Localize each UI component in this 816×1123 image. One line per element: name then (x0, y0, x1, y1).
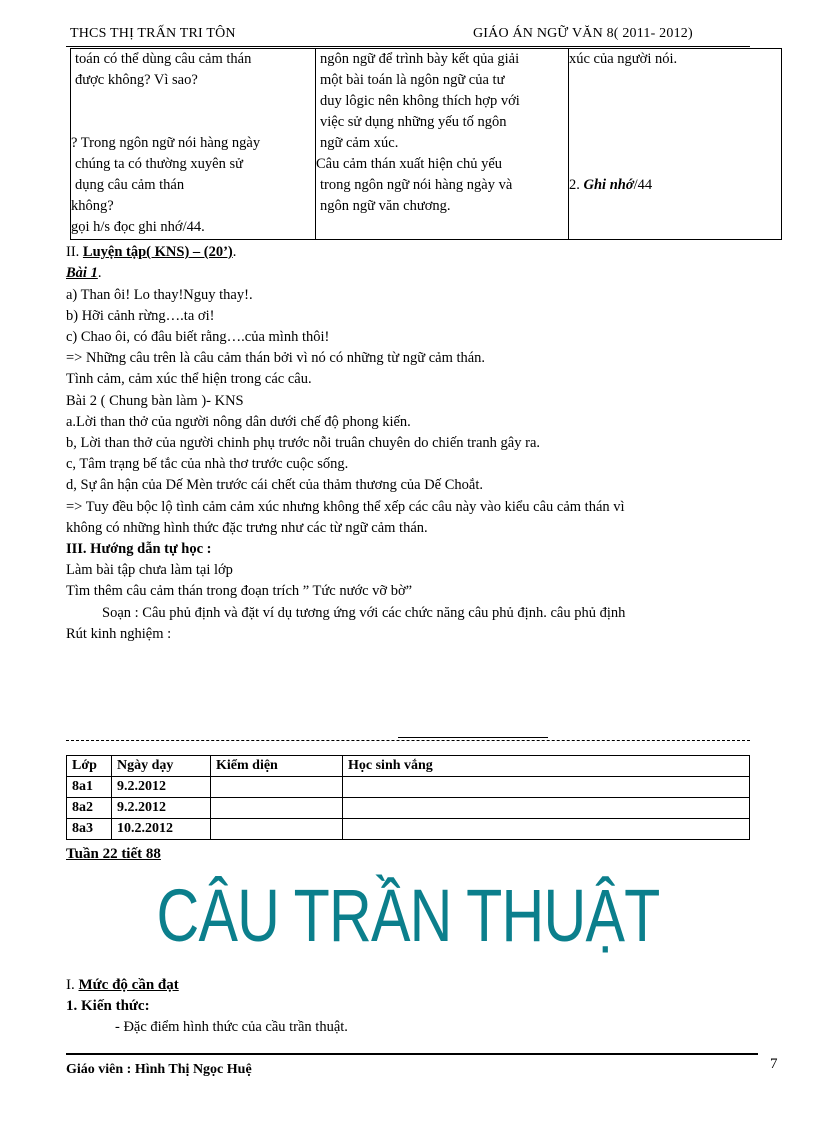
practice-line: b, Lời than thở của người chinh phụ trước nỗi truân chuyên do chiến tranh gây ra. (66, 435, 541, 451)
practice-line: c, Tâm trạng bế tắc của nhà thơ trước cuộc sống. (66, 456, 349, 472)
table-line: không? (71, 198, 114, 214)
table-line: ? Trong ngôn ngữ nói hàng ngày (71, 135, 261, 151)
attendance-cell (211, 798, 343, 819)
attendance-cell: 8a2 (67, 798, 112, 819)
lesson-table (70, 48, 782, 240)
ghi-nho-num: 2. (569, 177, 584, 193)
practice-heading (66, 242, 236, 262)
table-line: duy lôgic nên không thích hợp với (320, 93, 520, 109)
attendance-header-row (67, 756, 750, 777)
practice-line: không có những hình thức đặc trưng như các từ ngữ cảm thán. (66, 520, 428, 536)
practice-line: a) Than ôi! Lo thay!Nguy thay!. (66, 287, 253, 303)
attendance-cell (211, 819, 343, 840)
selfstudy-line: Làm bài tập chưa làm tại lớp (66, 562, 233, 578)
practice-line: Tình cảm, cảm xúc thể hiện trong các câu. (66, 371, 312, 387)
table-line: Câu cảm thán xuất hiện chủ yếu (316, 156, 503, 172)
lesson-title: CÂU TRẦN THUẬT (156, 874, 660, 957)
attendance-header-cell: Lớp (67, 756, 112, 777)
section-divider (66, 740, 750, 741)
table-col-teacher (71, 49, 316, 240)
ghi-nho-page: /44 (633, 177, 653, 193)
page-number: 7 (770, 1056, 778, 1072)
table-line: dụng câu cảm thán (75, 177, 185, 193)
objectives-heading-text: Mức độ cần đạt (78, 977, 179, 993)
exercise-1-title (66, 263, 101, 283)
selfstudy-line: Tìm thêm câu cảm thán trong đoạn trích ” Tức nước vỡ bờ” (66, 583, 413, 599)
selfstudy-line: Soạn : Câu phủ định và đặt ví dụ tương ứng với các chức năng câu phủ định. câu phủ định (102, 605, 626, 621)
table-line: xúc của người nói. (569, 51, 678, 67)
attendance-row (67, 777, 750, 798)
practice-line: => Tuy đều bộc lộ tình cảm cảm xúc nhưng không thể xếp các câu này vào kiểu câu cảm thán vì (66, 499, 625, 515)
attendance-header-cell: Học sinh vắng (343, 756, 750, 777)
table-line: ngôn ngữ để trình bày kết qủa giải (320, 51, 520, 67)
knowledge-heading: 1. Kiến thức: (66, 998, 150, 1014)
objectives-heading (66, 975, 179, 995)
table-line: toán có thể dùng câu cảm thán (75, 51, 252, 67)
table-line: trong ngôn ngữ nói hàng ngày và (320, 177, 513, 193)
attendance-cell (211, 777, 343, 798)
table-line: một bài toán là ngôn ngữ của tư (320, 72, 505, 88)
knowledge-item: - Đặc điểm hình thức của cầu trần thuật. (115, 1019, 348, 1035)
attendance-table (66, 755, 750, 840)
header-rule (66, 46, 750, 47)
attendance-header-cell: Ngày dạy (112, 756, 211, 777)
week-label: Tuần 22 tiết 88 (66, 846, 161, 862)
attendance-row (67, 819, 750, 840)
practice-line: a.Lời than thở của người nông dân dưới chế độ phong kiến. (66, 414, 411, 430)
practice-line: b) Hỡi cảnh rừng….ta ơi! (66, 308, 215, 324)
ghi-nho-line (569, 175, 777, 196)
footer-rule (66, 1053, 758, 1055)
practice-heading-num: II. (66, 244, 83, 260)
table-line: ngữ cảm xúc. (320, 135, 399, 151)
table-line: ngôn ngữ văn chương. (320, 198, 451, 214)
objectives-heading-num: I. (66, 977, 79, 993)
practice-line: d, Sự ân hận của Dế Mèn trước cái chết của thảm thương của Dế Choắt. (66, 477, 483, 493)
attendance-cell: 8a3 (67, 819, 112, 840)
table-line: việc sử dụng những yếu tố ngôn (320, 114, 507, 130)
table-col-content (569, 49, 782, 240)
attendance-cell (343, 819, 750, 840)
header-school: THCS THỊ TRẤN TRI TÔN (70, 26, 236, 41)
selfstudy-line: Rút kinh nghiệm : (66, 626, 172, 642)
table-line: gọi h/s đọc ghi nhớ/44. (71, 219, 205, 235)
practice-line: => Những câu trên là câu cảm thán bởi vì nó có những từ ngữ cảm thán. (66, 350, 486, 366)
footer-teacher: Giáo viên : Hình Thị Ngọc Huệ (66, 1062, 252, 1077)
attendance-cell: 8a1 (67, 777, 112, 798)
attendance-cell: 9.2.2012 (112, 777, 211, 798)
table-line: chúng ta có thường xuyên sử (75, 156, 243, 172)
table-col-student (316, 49, 569, 240)
selfstudy-heading: III. Hướng dẫn tự học : (66, 541, 212, 557)
practice-heading-text: Luyện tập( KNS) – (20’) (82, 244, 233, 260)
exercise-1-label: Bài 1 (66, 265, 98, 281)
practice-line: Bài 2 ( Chung bàn làm )- KNS (66, 393, 244, 409)
divider-accent (398, 737, 548, 738)
practice-heading-tail: . (232, 244, 237, 260)
attendance-cell (343, 798, 750, 819)
attendance-row (67, 798, 750, 819)
attendance-header-cell: Kiểm diện (211, 756, 343, 777)
ghi-nho-label: Ghi nhớ (583, 177, 634, 193)
attendance-cell (343, 777, 750, 798)
attendance-cell: 10.2.2012 (112, 819, 211, 840)
header-course: GIÁO ÁN NGỮ VĂN 8( 2011- 2012) (473, 26, 693, 41)
exercise-1-tail: . (97, 265, 102, 281)
table-line: được không? Vì sao? (75, 72, 198, 88)
attendance-cell: 9.2.2012 (112, 798, 211, 819)
practice-line: c) Chao ôi, có đâu biết rằng….của mình thôi! (66, 329, 330, 345)
